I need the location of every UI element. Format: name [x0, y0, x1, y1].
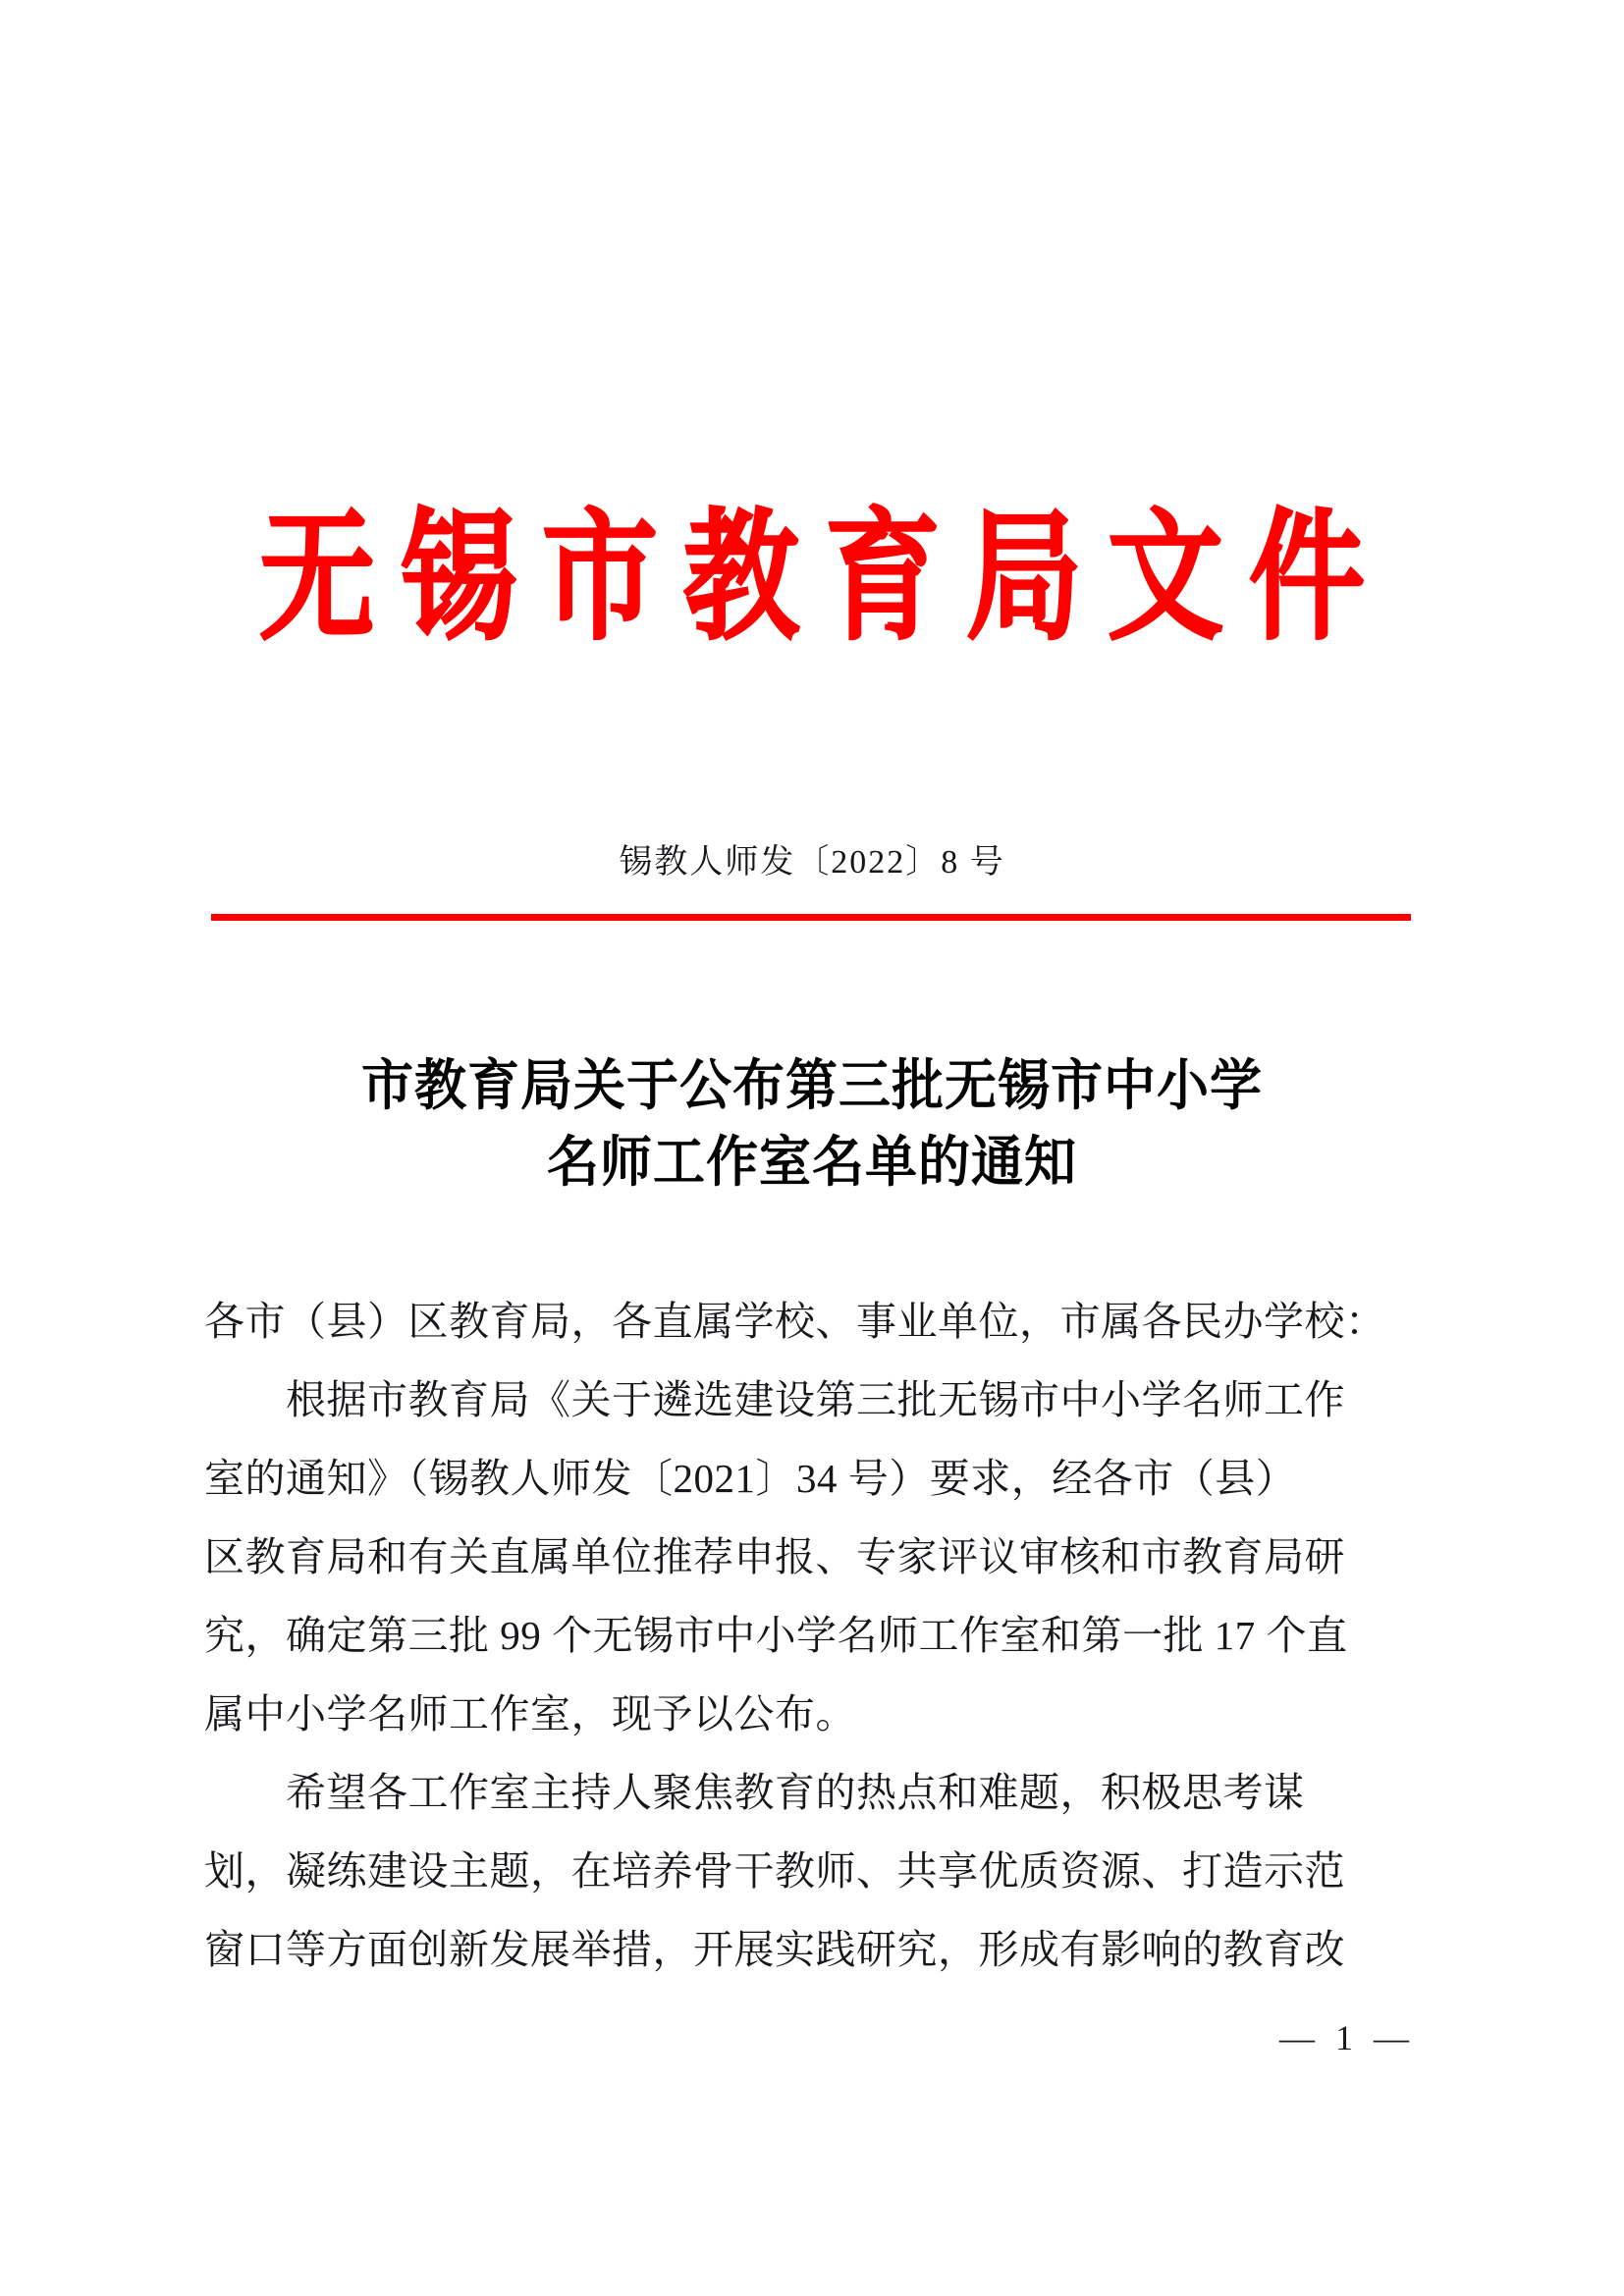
body-line-8: 窗口等方面创新发展举措，开展实践研究，形成有影响的教育改 [204, 1927, 1345, 1972]
masthead [0, 500, 1624, 658]
masthead-title: 无锡市教育局文件 [258, 500, 1390, 658]
body-line-2: 室的通知》（锡教人师发〔2021〕34 号）要求，经各市（县） [204, 1456, 1297, 1501]
document-number-row [0, 839, 1624, 886]
body-line-1: 根据市教育局《关于遴选建设第三批无锡市中小学名师工作 [204, 1377, 1345, 1422]
body-line-3: 区教育局和有关直属单位推荐申报、专家评议审核和市教育局研 [204, 1534, 1345, 1579]
page-title-line-1: 市教育局关于公布第三批无锡市中小学 [361, 1056, 1263, 1117]
red-divider-rule [211, 914, 1411, 921]
body-line-5: 属中小学名师工作室，现予以公布。 [204, 1691, 856, 1736]
body-line-6: 希望各工作室主持人聚焦教育的热点和难题，积极思考谋 [204, 1770, 1305, 1815]
page-number: — 1 — [1279, 2018, 1415, 2057]
body-line-4: 究，确定第三批 99 个无锡市中小学名师工作室和第一批 17 个直 [204, 1613, 1348, 1658]
salutation-line: 各市（县）区教育局，各直属学校、事业单位，市属各民办学校： [204, 1299, 1386, 1344]
document-number: 锡教人师发〔2022〕8 号 [619, 844, 1005, 881]
page-footer [204, 2017, 1427, 2058]
body-line-7: 划，凝练建设主题，在培养骨干教师、共享优质资源、打造示范 [204, 1848, 1345, 1894]
document-body [204, 1282, 1427, 1989]
page-title [0, 1048, 1624, 1201]
page-title-line-2: 名师工作室名单的通知 [547, 1133, 1077, 1194]
